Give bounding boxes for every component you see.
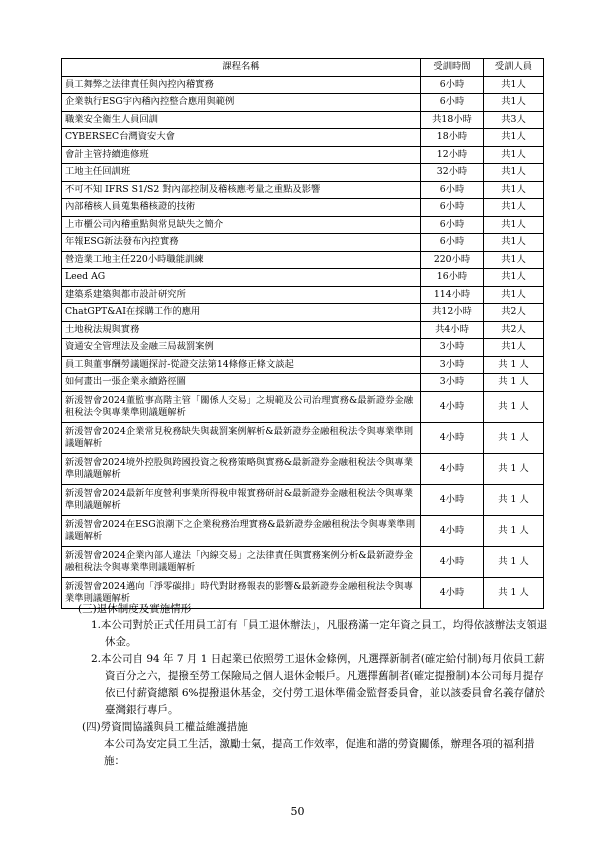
course-name-cell: 新湲智會2024董監事高階主管「關係人交易」之規範及公司治理實務&最新證券金融租稅法令與專業準則議題解析 [62,391,421,422]
training-time-cell: 220小時 [421,251,484,269]
header-training-time: 受訓時間 [421,59,484,77]
trainees-cell: 共1人 [484,269,544,287]
training-time-cell: 4小時 [421,391,484,422]
course-name-cell: 員工舞弊之法律責任與內控內稽實務 [62,76,421,94]
trainees-cell: 共2人 [484,321,544,339]
course-name-cell: 不可不知 IFRS S1/S2 對內部控制及稽核應考量之重點及影響 [62,181,421,199]
header-trainees: 受訓人員 [484,59,544,77]
table-row [62,391,544,422]
retirement-item-2: 2.本公司自 94 年 7 月 1 日起業已依照勞工退休金條例，凡選擇新制者(確定給付制)每月依員工薪資百分之六，提撥至勞工保險局之個人退休金帳戶。凡選擇舊制者(確定提撥制)本公司每月提存依已付薪資總額 6%提撥退休基金，交付勞工退休準備金監督委員會，並以該委員會名義存儲於臺灣銀行專戶。 [91,653,545,716]
course-name-cell: 營造業工地主任220小時職能訓練 [62,251,421,269]
table-row [62,111,544,129]
table-row [62,339,544,357]
trainees-cell: 共 1 人 [484,453,544,484]
course-name-cell: 如何畫出一張企業永續路徑圖 [62,374,421,392]
table-row [62,251,544,269]
trainees-cell: 共1人 [484,251,544,269]
course-name-cell: 新湲智會2024邁向「淨零碳排」時代對財務報表的影響&最新證券金融租稅法令與專業準則議題解析 [62,577,421,608]
table-body [62,76,544,608]
course-name-cell: 新湲智會2024企業常見稅務缺失與裁罰案例解析&最新證券金融租稅法令與專業準則議題解析 [62,422,421,453]
training-time-cell: 6小時 [421,181,484,199]
training-time-cell: 6小時 [421,94,484,112]
course-name-cell: 企業執行ESG宇內稽內控整合應用與範例 [62,94,421,112]
trainees-cell: 共 1 人 [484,422,544,453]
trainees-cell: 共1人 [484,129,544,147]
training-time-cell: 12小時 [421,146,484,164]
course-name-cell: 新湲智會2024境外控股與跨國投資之稅務策略與實務&最新證券金融租稅法令與專業準則議題解析 [62,453,421,484]
trainees-cell: 共1人 [484,199,544,217]
course-name-cell: 上市櫃公司內稽重點與常見缺失之簡介 [62,216,421,234]
table-header-row [62,59,544,77]
training-time-cell: 4小時 [421,484,484,515]
training-time-cell: 3小時 [421,356,484,374]
welfare-paragraph: 本公司為安定員工生活，激勵士氣，提高工作效率，促進和諧的勞資關係，辦理各項的福利措施： [104,738,535,767]
retirement-item-1: 1.本公司對於正式任用員工訂有「員工退休辦法」，凡服務滿一定年資之員工，均得依該辦法支領退休金。 [91,619,548,648]
table-row [62,129,544,147]
training-time-cell: 3小時 [421,374,484,392]
trainees-cell: 共3人 [484,111,544,129]
trainees-cell: 共1人 [484,181,544,199]
course-name-cell: 資通安全管理法及金融三局裁罰案例 [62,339,421,357]
table-row [62,234,544,252]
course-name-cell: 工地主任回訓班 [62,164,421,182]
trainees-cell: 共 1 人 [484,546,544,577]
table-row [62,453,544,484]
table-row [62,76,544,94]
training-time-cell: 共4小時 [421,321,484,339]
table-row [62,515,544,546]
trainees-cell: 共 1 人 [484,374,544,392]
training-time-cell: 6小時 [421,216,484,234]
course-name-cell: 職業安全衛生人員回訓 [62,111,421,129]
table-row [62,94,544,112]
trainees-cell: 共1人 [484,216,544,234]
training-time-cell: 4小時 [421,577,484,608]
trainees-cell: 共1人 [484,146,544,164]
training-time-cell: 6小時 [421,199,484,217]
training-time-cell: 18小時 [421,129,484,147]
training-time-cell: 4小時 [421,546,484,577]
trainees-cell: 共1人 [484,286,544,304]
table-row [62,146,544,164]
table-row [62,199,544,217]
course-name-cell: 年報ESG新法發布內控實務 [62,234,421,252]
training-time-cell: 4小時 [421,453,484,484]
training-time-cell: 32小時 [421,164,484,182]
trainees-cell: 共 1 人 [484,356,544,374]
table-row [62,356,544,374]
trainees-cell: 共1人 [484,94,544,112]
page-number: 50 [290,805,305,818]
course-name-cell: 土地稅法規與實務 [62,321,421,339]
trainees-cell: 共1人 [484,339,544,357]
training-time-cell: 6小時 [421,234,484,252]
training-time-cell: 16小時 [421,269,484,287]
table-row [62,546,544,577]
course-name-cell: 新湲智會2024在ESG浪潮下之企業稅務治理實務&最新證券金融租稅法令與專業準則議題解析 [62,515,421,546]
trainees-cell: 共 1 人 [484,577,544,608]
training-course-table [61,58,544,609]
table-row [62,484,544,515]
course-name-cell: 新湲智會2024最新年度營利事業所得稅申報實務研討&最新證券金融租稅法令與專業準則議題解析 [62,484,421,515]
table-row [62,269,544,287]
training-time-cell: 共12小時 [421,304,484,322]
table-row [62,164,544,182]
training-time-cell: 114小時 [421,286,484,304]
table-row [62,286,544,304]
trainees-cell: 共2人 [484,304,544,322]
header-course-name: 課程名稱 [62,59,421,77]
table-row [62,181,544,199]
training-time-cell: 3小時 [421,339,484,357]
course-name-cell: CYBERSEC台灣資安大會 [62,129,421,147]
course-name-cell: 員工與董事酬勞議題探討-從證交法第14條修正條文談起 [62,356,421,374]
table-row [62,216,544,234]
training-time-cell: 共18小時 [421,111,484,129]
training-time-cell: 6小時 [421,76,484,94]
section3-heading: (三)退休制度及實施情形 [78,603,192,615]
trainees-cell: 共 1 人 [484,391,544,422]
course-name-cell: ChatGPT&AI在採購工作的應用 [62,304,421,322]
table-row [62,374,544,392]
table-row [62,304,544,322]
table-row [62,321,544,339]
training-time-cell: 4小時 [421,422,484,453]
course-name-cell: 會計主管持續進修班 [62,146,421,164]
trainees-cell: 共 1 人 [484,484,544,515]
table-row [62,422,544,453]
course-name-cell: Leed AG [62,269,421,287]
trainees-cell: 共 1 人 [484,515,544,546]
section4-heading: (四)勞資間協議與員工權益維護措施 [82,721,248,733]
course-name-cell: 新湲智會2024企業內部人違法「內線交易」之法律責任與實務案例分析&最新證券金融租稅法令與專業準則議題解析 [62,546,421,577]
course-name-cell: 建築系建築與都市設計研究所 [62,286,421,304]
trainees-cell: 共1人 [484,76,544,94]
trainees-cell: 共1人 [484,234,544,252]
training-time-cell: 4小時 [421,515,484,546]
trainees-cell: 共1人 [484,164,544,182]
course-name-cell: 內部稽核人員蒐集稽核證的技術 [62,199,421,217]
